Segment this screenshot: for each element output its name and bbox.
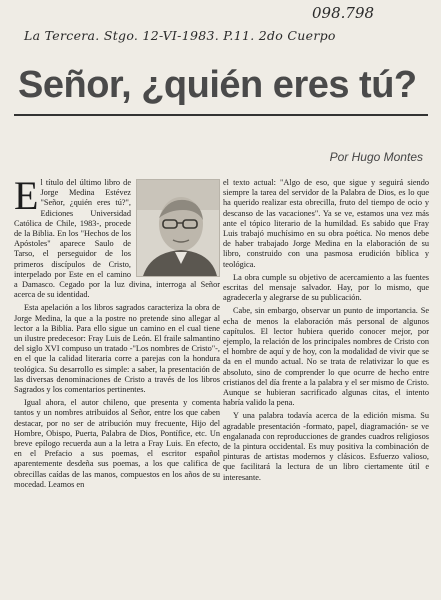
title-rule <box>14 114 428 116</box>
right-paragraph-2: La obra cumple su objetivo de acercamiento a las fuentes escritas del mensaje salvador. Hay, por lo mismo, que agradecerla y alegrarse de su publicación. <box>223 272 429 303</box>
article-title: Señor, ¿quién eres tú? <box>18 64 417 106</box>
author-portrait <box>136 179 220 277</box>
article-byline: Por Hugo Montes <box>329 150 423 164</box>
right-paragraph-1: el texto actual: "Algo de eso, que sigue y seguirá siendo siempre la tarea del servidor de la Palabra de Dios, es lo que ha querido realizar esta obrecilla, fruto del tiempo de ocio y descanso de las vacaciones". Ya se ve, estamos una vez más ante el tópico literario de la humildad. Es sabido que Fray Luis trabajó muchísimo en su obra poética. No menos debe de haber trabajado Jorge Medina en la elaboración de su libro, construido con una pasmosa erudición bíblica y teológica. <box>223 178 429 269</box>
right-paragraph-4: Y una palabra todavía acerca de la edición misma. Su agradable presentación -formato, papel, diagramación- se ve engalanada con reproducciones de grandes cuadros religiosos de la pintura occidental. Es muy positiva la combinación de pinturas de artistas modernos y clásicos. Esfuerzo valioso, que facilitará la lectura de un libro ciertamente útil e interesante. <box>223 411 429 482</box>
handwritten-source-note: La Tercera. Stgo. 12-VI-1983. P.11. 2do Cuerpo <box>24 28 336 43</box>
left-column <box>14 178 220 598</box>
right-column <box>223 178 429 598</box>
drop-cap: E <box>14 178 39 218</box>
left-paragraph-3: Igual ahora, el autor chileno, que presenta y comenta tantos y un nombres atribuidos al Señor, entre los que caben destacar, por no ser de atribución muy frecuente, Hijo del Hombre, Obispo, Puerta, Palabra de Dios, Pontífice, etc. Un breve epílogo recuerda aun a la letra a Fray Luis. En efecto, en el Prefacio a sus poemas, el escritor español aparentemente desdeña sus poemas, a los que califica de obrecillas caídas de las manos, compuestos en los años de su mocedad. Leamos en <box>14 398 220 489</box>
left-paragraph-1: l título del último libro de Jorge Medina Estévez "Señor, ¿quién eres tú?", Ediciones Universidad Católica de Chile, 1983-, procede de la Biblia. En los "Hechos de los Apóstoles" aparece Saulo de Tarso, el perseguidor de los primeros discípulos de Cristo, interpelado por Este en el camino a Damasco. Cegado por la luz divina, interroga al Señor acerca de su identidad. <box>14 178 220 300</box>
right-paragraph-3: Cabe, sin embargo, observar un punto de importancia. Se echa de menos la elaboración más personal de algunos capítulos. El lector hubiera querido conocer mejor, por ejemplo, la relación de los principales nombres de Cristo con el hombre de aquí y de hoy, con la modalidad de vivir que se da en el mundo actual. No se trata de relativizar lo que es absoluto, sino de comprender lo que ocurre de hecho entre cristianos del día frente a la palabra y el ser mismo de Cristo. Aunque se hubieran sacrificado algunas citas, el intento habría valido la pena. <box>223 306 429 408</box>
handwritten-catalog-code: 098.798 <box>312 4 375 22</box>
left-paragraph-2: Esta apelación a los libros sagrados caracteriza la obra de Jorge Medina, la que a la postre no pretende sino allegar al lector a la Biblia. Para ello sigue un camino en el cual tiene un ilustre predecesor: Fray Luis de León. El fraile salmantino del siglo XVI compuso un tratado -"Los nombres de Cristo"-, en el que la calidad literaria corre a parejas con la hondura teológica. Su desarrollo es simple: a saber, la presentación de las diversas denominaciones de Cristo a través de los libros Sagrados y los comentarios pertinentes. <box>14 303 220 395</box>
portrait-photo-icon <box>137 180 219 276</box>
